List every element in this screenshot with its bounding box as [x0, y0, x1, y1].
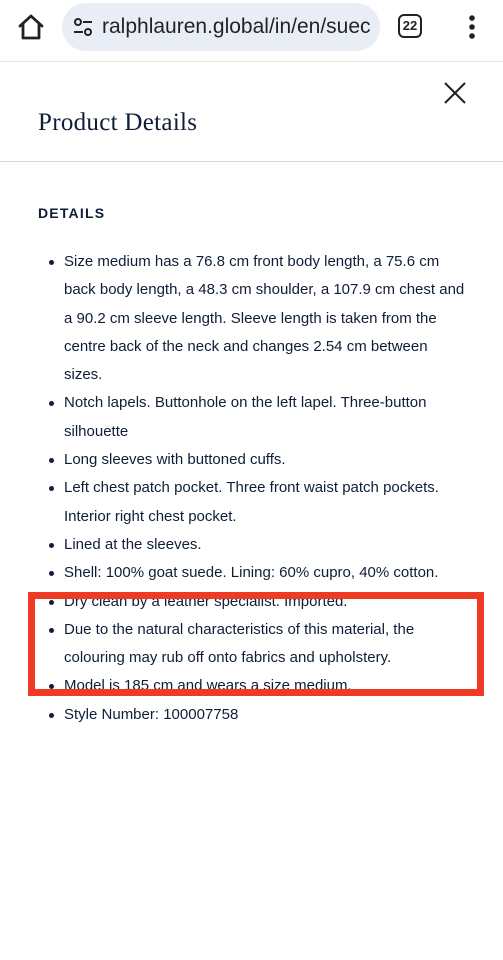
url-text[interactable]: ralphlauren.global/in/en/suec [102, 15, 371, 38]
modal-header [0, 62, 503, 162]
details-heading: DETAILS [38, 205, 106, 221]
more-vert-icon[interactable] [462, 12, 482, 42]
detail-item: Lined at the sleeves. [38, 531, 468, 559]
detail-item: Long sleeves with buttoned cuffs. [38, 446, 468, 474]
detail-item: Style Number: 100007758 [38, 701, 468, 729]
tune-icon[interactable] [72, 16, 94, 38]
detail-item: Notch lapels. Buttonhole on the left lapel. Three-button silhouette [38, 389, 468, 446]
detail-item: Dry clean by a leather specialist. Imported. [38, 588, 468, 616]
details-list [38, 248, 468, 729]
address-bar[interactable] [62, 3, 380, 51]
modal-title: Product Details [38, 109, 198, 136]
detail-item: Size medium has a 76.8 cm front body length, a 75.6 cm back body length, a 48.3 cm shoulder, a 107.9 cm chest and a 90.2 cm sleeve length. Sleeve length is taken from the centre back of the neck and changes 2.54 cm between sizes. [38, 248, 468, 389]
detail-item: Shell: 100% goat suede. Lining: 60% cupro, 40% cotton. [38, 559, 468, 587]
close-icon[interactable] [441, 79, 469, 107]
detail-item: Model is 185 cm and wears a size medium. [38, 672, 468, 700]
detail-item: Due to the natural characteristics of this material, the colouring may rub off onto fabrics and upholstery. [38, 616, 468, 673]
detail-item: Left chest patch pocket. Three front waist patch pockets. Interior right chest pocket. [38, 474, 468, 531]
browser-toolbar [0, 0, 503, 62]
home-icon[interactable] [16, 12, 46, 42]
tab-switcher-button[interactable]: 22 [398, 14, 422, 38]
